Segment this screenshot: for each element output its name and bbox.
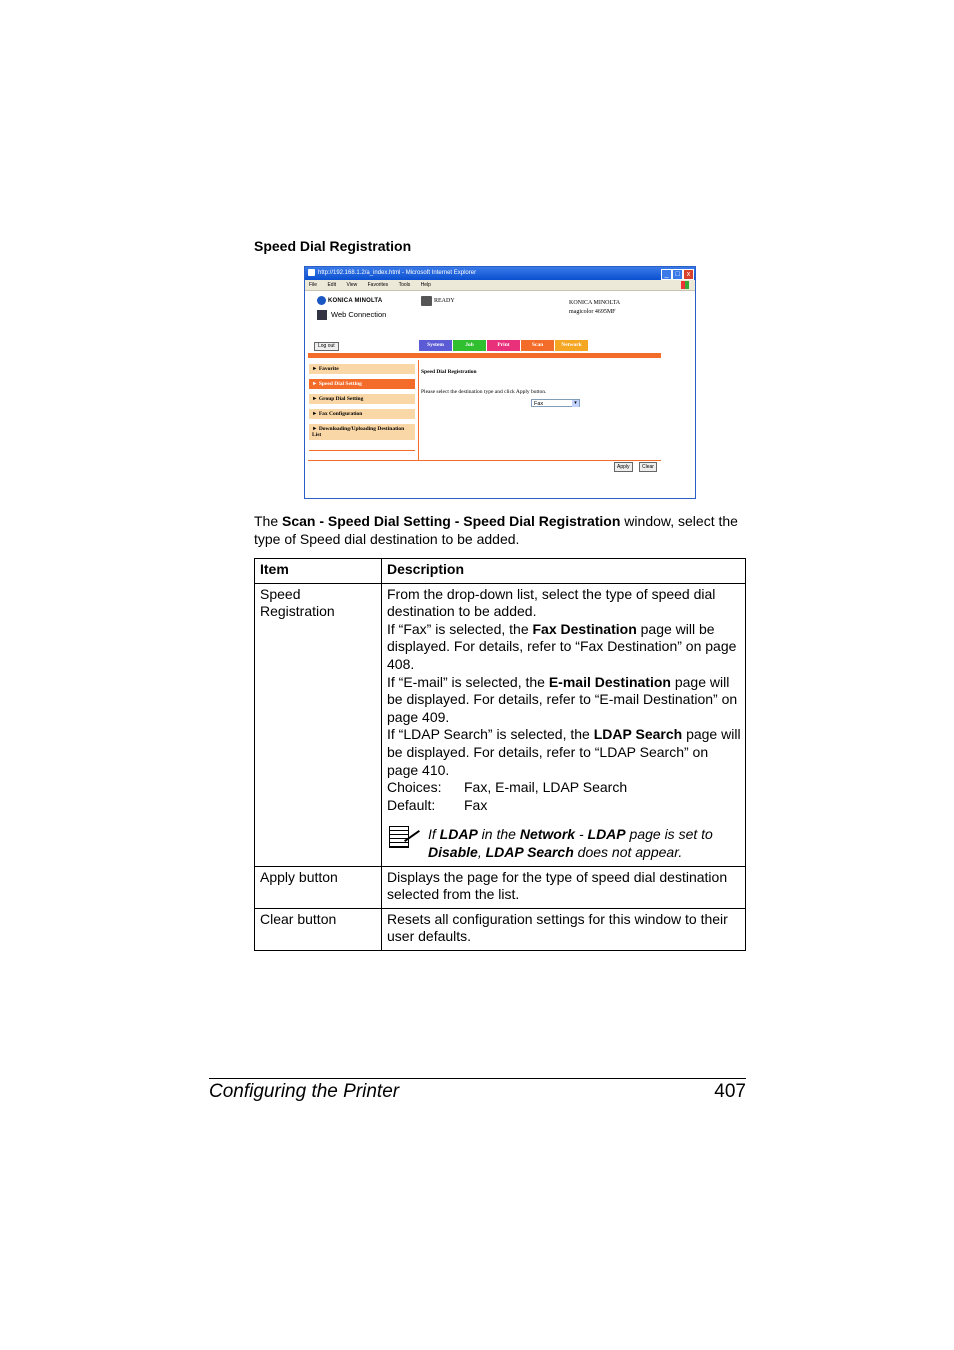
instruction-text: Please select the destination type and click Apply button. — [421, 389, 547, 395]
sidebar-item-speed-dial-setting[interactable]: ► Speed Dial Setting — [309, 379, 415, 390]
logout-button[interactable]: Log out — [314, 342, 339, 351]
title-text: http://192.168.1.2/a_index.html - Microsoft Internet Explorer — [318, 270, 477, 276]
screenshot-window — [304, 266, 696, 499]
menu-file[interactable]: File — [309, 282, 318, 288]
menu-view[interactable]: View — [346, 282, 358, 288]
menu-favorites[interactable]: Favorites — [367, 282, 389, 288]
chevron-down-icon: ▾ — [572, 400, 579, 407]
row-description: Resets all configuration settings for this window to their user defaults. — [382, 908, 746, 950]
tab-network[interactable]: Network — [555, 340, 588, 351]
minimize-icon[interactable]: _ — [661, 269, 672, 280]
model-info: KONICA MINOLTA magicolor 4695MF — [569, 300, 621, 315]
menu-bar — [305, 280, 695, 291]
menu-tools[interactable]: Tools — [398, 282, 411, 288]
footer-title: Configuring the Printer — [209, 1081, 400, 1102]
section-heading: Speed Dial Registration — [254, 238, 412, 254]
status-text: READY — [434, 298, 455, 304]
header-divider — [308, 353, 661, 358]
header-description: Description — [382, 559, 746, 584]
destination-type-select[interactable]: Fax ▾ — [531, 399, 580, 407]
sidebar-item-fax-configuration[interactable]: ► Fax Configuration — [309, 409, 415, 420]
row-item: Clear button — [255, 908, 382, 950]
vertical-divider — [418, 360, 419, 460]
page-number: 407 — [714, 1081, 746, 1102]
note — [387, 826, 741, 861]
sidebar — [309, 364, 415, 445]
printer-icon — [421, 296, 432, 306]
row-item: Apply button — [255, 866, 382, 908]
header-item: Item — [255, 559, 382, 584]
windows-logo-icon — [681, 281, 689, 289]
clear-button[interactable]: Clear — [639, 462, 657, 472]
table-header-row — [255, 559, 746, 584]
maximize-icon[interactable]: □ — [672, 269, 683, 280]
footer-divider — [308, 460, 661, 461]
tab-scan[interactable]: Scan — [521, 340, 554, 351]
sidebar-item-downloading-uploading[interactable]: ► Downloading/Uploading Destination List — [309, 424, 415, 441]
title-bar — [305, 267, 695, 280]
row-description: Displays the page for the type of speed dial destination selected from the list. — [382, 866, 746, 908]
sidebar-item-favorite[interactable]: ► Favorite — [309, 364, 415, 375]
pagescope-icon — [317, 310, 327, 320]
table-row — [255, 583, 746, 866]
tab-print[interactable]: Print — [487, 340, 520, 351]
brand-logo: KONICA MINOLTA — [317, 296, 382, 305]
content-title: Speed Dial Registration — [421, 369, 477, 375]
table-row — [255, 908, 746, 950]
description-table — [254, 558, 746, 951]
table-row — [255, 866, 746, 908]
sidebar-item-group-dial-setting[interactable]: ► Group Dial Setting — [309, 394, 415, 405]
row-item: Speed Registration — [255, 583, 382, 866]
tab-bar — [419, 340, 589, 351]
default: Default: Fax — [387, 796, 488, 813]
tab-system[interactable]: System — [419, 340, 452, 351]
ie-icon — [308, 269, 315, 276]
tab-job[interactable]: Job — [453, 340, 486, 351]
menu-help[interactable]: Help — [420, 282, 431, 288]
row-description: From the drop-down list, select the type of speed dial destination to be added. If “Fax” is selected, the Fax Destination page will be displayed. For details, refer to “Fax Destination” on page 408. If “E-mail” is selected, the E-mail Destination page will be displayed. For details, refer to “E-mail Destination” on page 409. If “LDAP Search” is selected, the LDAP Search page will be displayed. For details, refer to “LDAP Search” on page 410. Choices: Fax, E-mail, LDAP Search Default: Fax If LDAP in the Network - LDAP page is set to Disable, LDAP Search does not appear. — [382, 583, 746, 866]
note-icon — [387, 826, 421, 848]
sidebar-divider — [309, 450, 415, 451]
globe-icon — [317, 296, 326, 305]
apply-button[interactable]: Apply — [614, 462, 633, 472]
close-icon[interactable]: x — [683, 269, 694, 280]
choices: Choices: Fax, E-mail, LDAP Search — [387, 779, 628, 796]
footer-rule — [209, 1078, 746, 1079]
menu-edit[interactable]: Edit — [327, 282, 337, 288]
web-connection-logo: Web Connection — [317, 310, 386, 320]
note-text: If LDAP in the Network - LDAP page is set to Disable, LDAP Search does not appear. — [428, 826, 713, 860]
intro-paragraph: The Scan - Speed Dial Setting - Speed Dial Registration window, select the type of Speed dial destination to be added. — [254, 513, 738, 547]
